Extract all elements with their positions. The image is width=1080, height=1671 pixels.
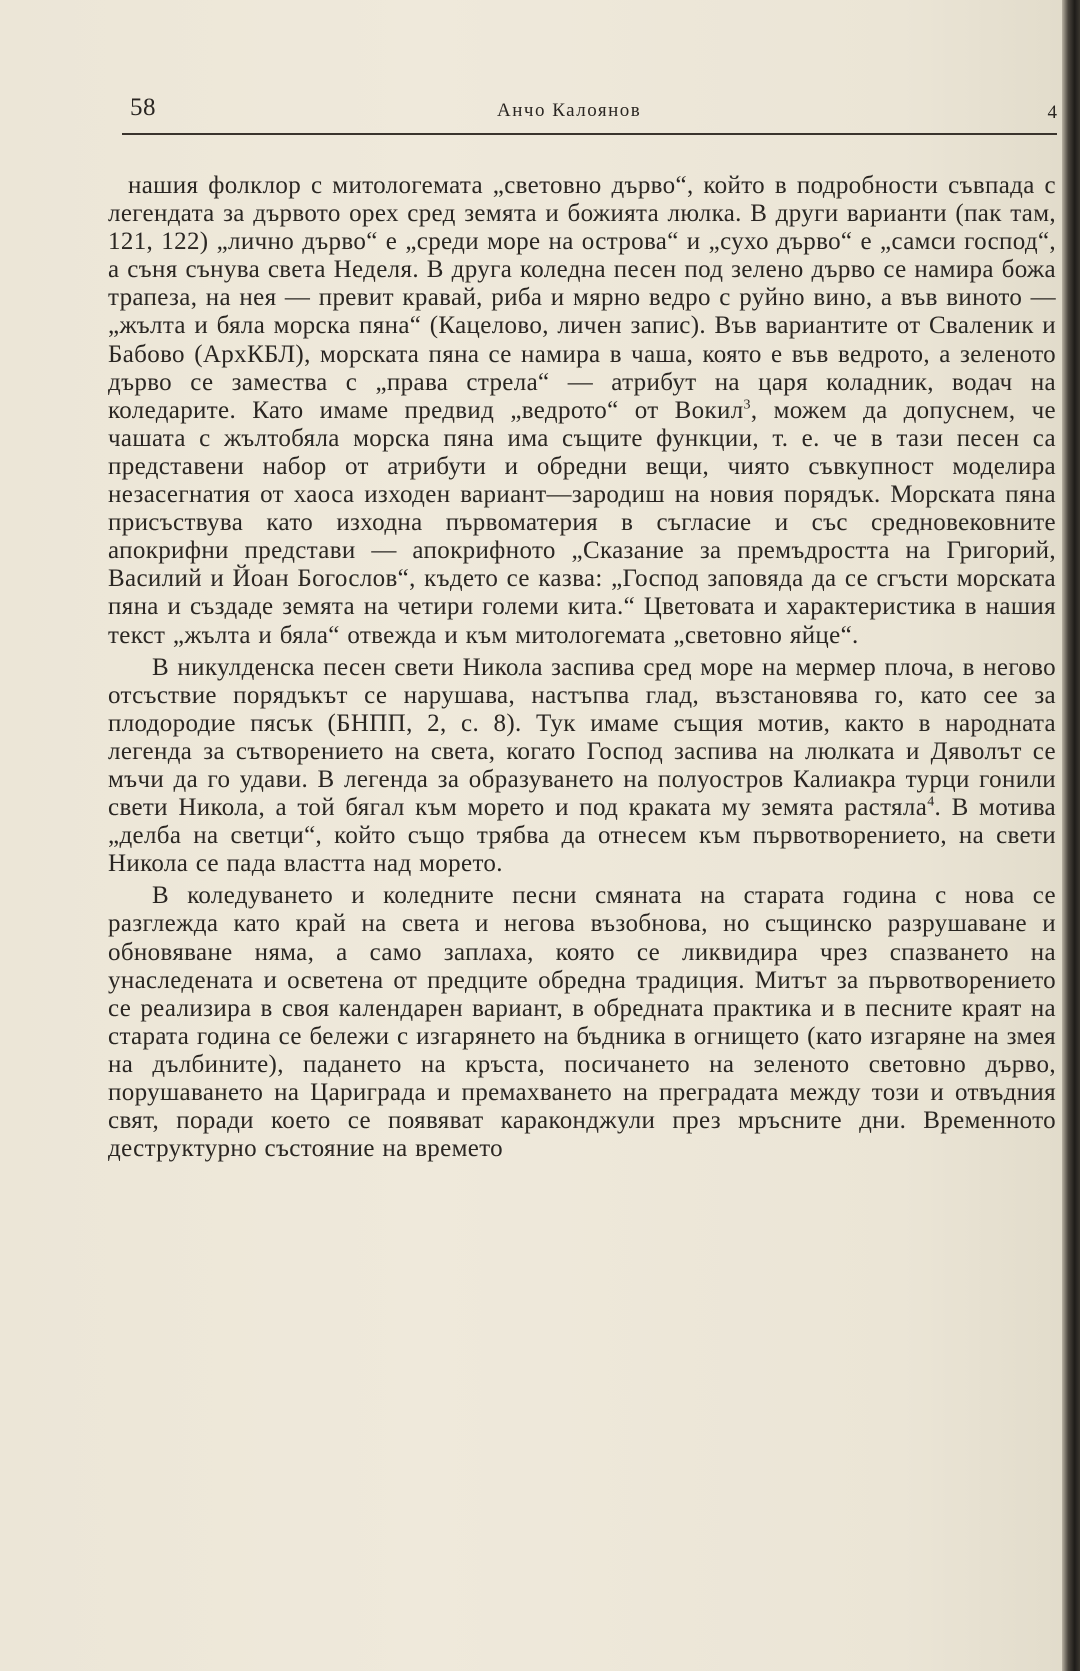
paragraph-3 [108,882,1056,1163]
running-head [122,92,1057,132]
paragraph-1-text-a: нашия фолклор с митологемата „световно дърво“, който в подробности съвпада с легендата за дървото орех сред земята и божията люлка. В други варианти (пак там, 121, 122) „лично дърво“ е „среди море на острова“ и „сухо дърво“ е „самси господ“, а съня сънува света Неделя. В друга коледна песен под зелено дърво се намира божа трапеза, на нея — превит кравай, риба и мярно ведро с руйно вино, а във виното — „жълта и бяла морска пяна“ (Кацелово, личен запис). Във вариантите от Сваленик и Бабово (АрхКБЛ), морската пяна се намира в чаша, която е във ведрото, а зеленото дърво се замества с „права стрела“ — атрибут на царя коладник, водач на коледарите. Като имаме предвид „ведрото“ от Вокил [108,172,1056,424]
paragraph-1-text-b: , можем да допуснем, че чашата с жълтобяла морска пяна има същите функции, т. е. че в тази песен са представени набор от атрибути и обредни вещи, чиято съвкупност моделира незасегнатия от хаоса изходен вариант—зародиш на новия порядък. Морската пяна присъствува като изходна първоматерия в съгласие и със средновековните апокрифни представи — апокрифното „Сказание за премъдростта на Григорий, Василий и Йоан Богослов“, където се казва: „Господ заповяда да се сгъсти морската пяна и създаде земята на четири големи кита.“ Цветовата и характеристика в нашия текст „жълта и бяла“ отвежда и към митологемата „световно яйце“. [108,396,1056,649]
footnote-ref-3: 3 [743,397,751,413]
body-text [108,172,1056,1163]
paragraph-3-text: В коледуването и коледните песни смяната на старата година с нова се разглежда като край на света и негова възобнова, но същинско разрушаване и обновяване няма, а само заплаха, която се ликвидира чрез спазването на унаследената и осветена от предците обредна традиция. Митът за първотворението се реализира в своя календарен вариант, в обредната практика и в песните краят на старата година се бележи с изгарянето на бъдника в огнището (като изгаряне на змея на дълбините), падането на кръста, посичането на зеленото световно дърво, порушаването на Цариграда и премахването на преградата между този и отвъдния свят, поради което се появяват караконджули през мръсните дни. Временното деструктурно състояние на времето [108,882,1056,1163]
footnote-ref-4: 4 [927,794,935,810]
paragraph-2-text-a: В никулденска песен свети Никола заспива сред море на мермер плоча, в негово отсъствие порядъкът се нарушава, настъпва глад, възстановява го, като сее за плодородие пясък (БНПП, 2, с. 8). Тук имаме същия мотив, както в народната легенда за сътворението на света, когато Господ заспива на люлката и Дяволът се мъчи да го удави. В легенда за образуването на полуостров Калиакра турци гонили свети Никола, а той бягал към морето и под краката му земята растяла [108,653,1056,822]
book-spine-shadow [1062,0,1080,1671]
paragraph-2 [108,654,1056,879]
page-number: 58 [130,94,156,121]
paragraph-2-text-b: . В мотива „делба на светци“, който също трябва да отнесем към първотворението, на свети Никола се пада властта над морето. [108,794,1056,878]
header-rule [122,133,1057,135]
paragraph-1 [108,172,1056,650]
corner-mark: 4 [1047,102,1057,123]
running-title: Анчо Калоянов [497,100,642,121]
